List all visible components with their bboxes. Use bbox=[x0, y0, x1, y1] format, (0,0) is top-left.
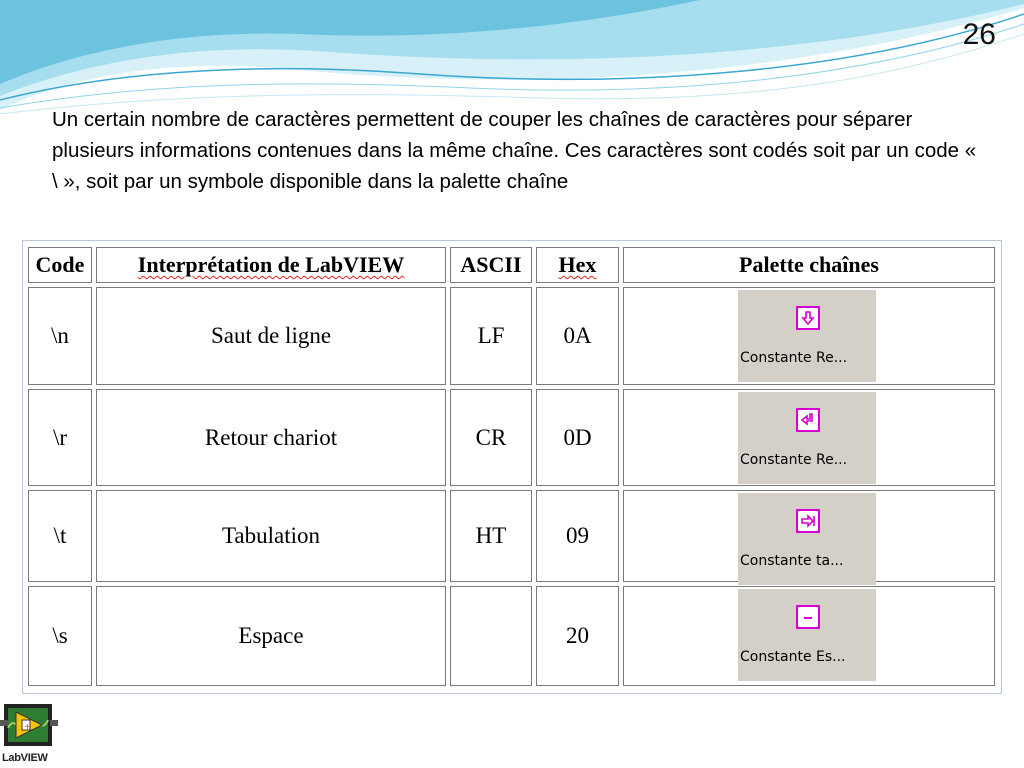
table-row bbox=[28, 586, 995, 686]
space-icon bbox=[796, 605, 820, 629]
carriage-return-icon bbox=[796, 408, 820, 432]
palette-item-carriage-return[interactable] bbox=[738, 392, 876, 484]
header-interpretation-text: Interprétation de LabVIEW bbox=[137, 252, 405, 277]
palette-item-line-feed[interactable] bbox=[738, 290, 876, 382]
cell-palette bbox=[623, 287, 995, 385]
table-row bbox=[28, 490, 995, 582]
cell-hex: 09 bbox=[536, 490, 619, 582]
palette-caption: Constante ta... bbox=[740, 553, 844, 569]
cell-interpretation: Saut de ligne bbox=[96, 287, 446, 385]
cell-palette bbox=[623, 586, 995, 686]
tab-icon bbox=[796, 509, 820, 533]
cell-code: \n bbox=[28, 287, 92, 385]
cell-code: \s bbox=[28, 586, 92, 686]
labview-logo-text: LabVIEW bbox=[2, 752, 48, 764]
cell-hex: 0D bbox=[536, 389, 619, 486]
cell-interpretation: Espace bbox=[96, 586, 446, 686]
cell-hex: 20 bbox=[536, 586, 619, 686]
table-row bbox=[28, 287, 995, 385]
svg-text:+: + bbox=[24, 722, 31, 731]
cell-ascii: CR bbox=[450, 389, 532, 486]
table-header-row bbox=[28, 247, 995, 283]
cell-code: \r bbox=[28, 389, 92, 486]
cell-ascii: HT bbox=[450, 490, 532, 582]
slide-number: 26 bbox=[962, 18, 996, 51]
header-ascii: ASCII bbox=[450, 247, 532, 283]
table-row bbox=[28, 389, 995, 486]
cell-palette bbox=[623, 389, 995, 486]
encoding-table-frame bbox=[22, 240, 1002, 694]
cell-palette bbox=[623, 490, 995, 582]
cell-hex: 0A bbox=[536, 287, 619, 385]
intro-paragraph: Un certain nombre de caractères permettent de couper les chaînes de caractères pour séparer plusieurs informations contenues dans la même chaîne. Ces caractères sont codés soit par un code « \ », soit par un symbole disponible dans la palette chaîne bbox=[52, 108, 977, 193]
cell-interpretation: Retour chariot bbox=[96, 389, 446, 486]
header-hex-text: Hex bbox=[558, 252, 597, 277]
line-feed-icon bbox=[796, 306, 820, 330]
palette-item-space[interactable] bbox=[738, 589, 876, 681]
cell-interpretation: Tabulation bbox=[96, 490, 446, 582]
palette-caption: Constante Re... bbox=[740, 350, 848, 366]
header-palette: Palette chaînes bbox=[623, 247, 995, 283]
header-hex bbox=[536, 247, 619, 283]
palette-item-tab[interactable] bbox=[738, 493, 876, 585]
cell-ascii bbox=[450, 586, 532, 686]
header-interpretation bbox=[96, 247, 446, 283]
escape-codes-table bbox=[24, 243, 999, 690]
header-code: Code bbox=[28, 247, 92, 283]
cell-code: \t bbox=[28, 490, 92, 582]
palette-caption: Constante Re... bbox=[740, 452, 848, 468]
cell-ascii: LF bbox=[450, 287, 532, 385]
palette-caption: Constante Es... bbox=[740, 649, 846, 665]
